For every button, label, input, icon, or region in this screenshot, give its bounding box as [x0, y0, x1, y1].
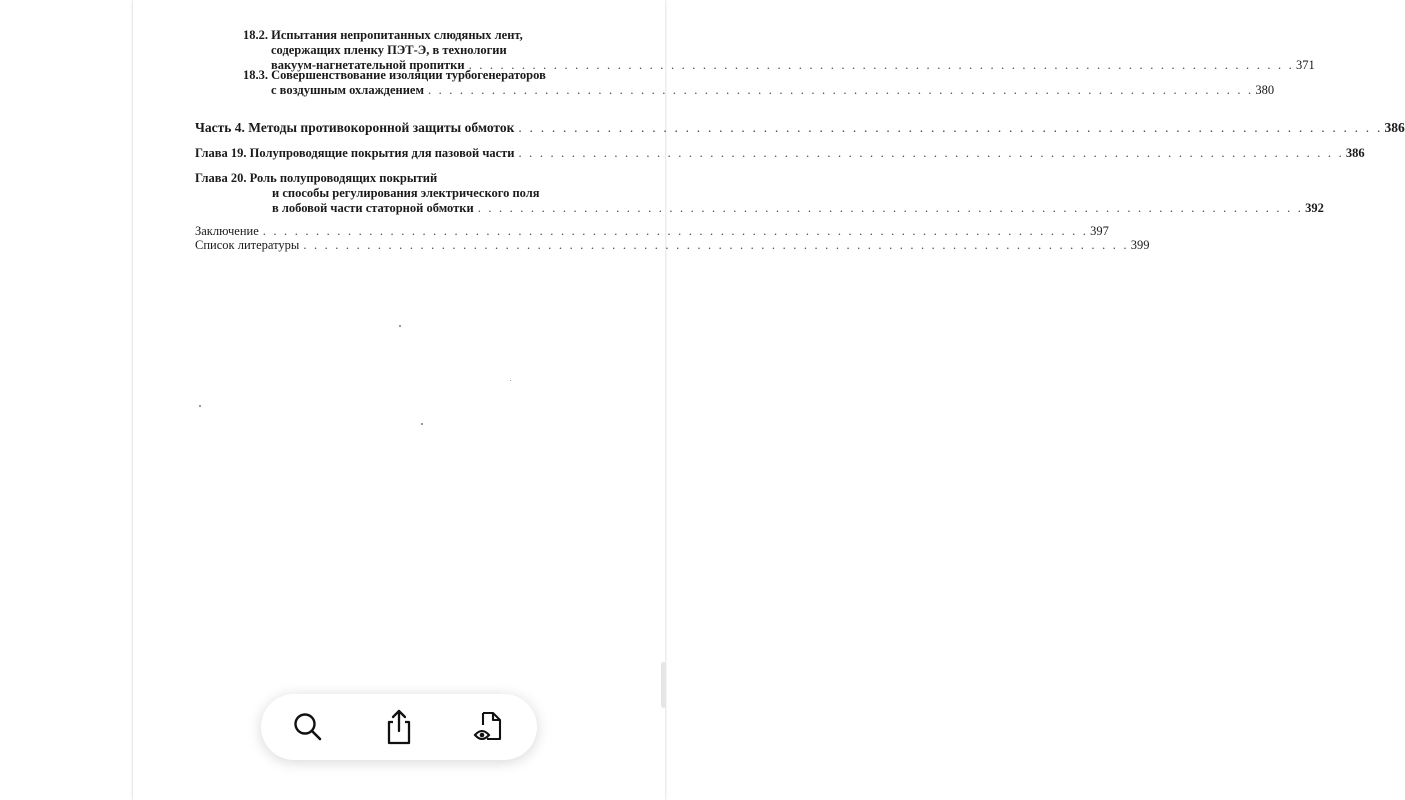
- dot-leader: [518, 120, 1382, 135]
- search-button[interactable]: [288, 707, 328, 747]
- toc-entry-title-line: и способы регулирования электрического поля: [272, 186, 540, 200]
- toc-entry-title-line: Глава 20. Роль полупроводящих покрытий: [195, 171, 438, 185]
- toc-entry-title-line: Глава 19. Полупроводящие покрытия для пазовой части: [195, 146, 515, 160]
- toc-entry-title-line: Заключение: [195, 224, 259, 238]
- scan-speck: [510, 380, 511, 381]
- toc-entry-page: 386: [1345, 146, 1365, 160]
- toc-entry-title-line: Часть 4. Методы противокоронной защиты обмоток: [195, 120, 515, 135]
- search-icon: [291, 710, 325, 744]
- toc-entry-title-line: Список литературы: [195, 238, 300, 252]
- dot-leader: [263, 224, 1088, 238]
- toc-entry-part-4[interactable]: [195, 120, 1405, 135]
- toc-entry-18-2[interactable]: [243, 28, 1315, 73]
- scan-speck: [199, 405, 201, 407]
- document-preview-button[interactable]: [470, 707, 510, 747]
- scan-speck: [421, 423, 423, 425]
- dot-leader: [519, 146, 1344, 160]
- dot-leader: [428, 83, 1253, 97]
- toc-entry-title-line: Совершенствование изоляции турбогенераторов: [271, 68, 546, 82]
- toc-entry-page: 399: [1130, 238, 1150, 252]
- toc-entry-page: 386: [1384, 120, 1405, 135]
- document-page: [133, 0, 1405, 800]
- toc-entry-title-line: с воздушным охлаждением: [271, 83, 424, 97]
- toc-entry-18-3[interactable]: [243, 68, 1275, 98]
- share-button[interactable]: [379, 707, 419, 747]
- toc-entry-title-line: вакуум-нагнетательной пропитки: [271, 58, 465, 72]
- dot-leader: [478, 201, 1303, 215]
- share-icon: [382, 708, 416, 746]
- toc-entry-number: 18.3.: [243, 68, 268, 82]
- bottom-toolbar: [261, 694, 537, 760]
- document-preview-icon: [473, 709, 507, 745]
- toc-entry-page: 392: [1305, 201, 1324, 215]
- scrollbar-thumb[interactable]: [661, 662, 666, 708]
- toc-entry-page: 371: [1295, 58, 1315, 72]
- toc-entry-title-line: содержащих пленку ПЭТ-Э, в технологии: [271, 43, 507, 57]
- scan-speck: [399, 325, 401, 327]
- toc-entry-chapter-19[interactable]: [195, 146, 1365, 161]
- dot-leader: [303, 238, 1128, 252]
- toc-entry-number: 18.2.: [243, 28, 268, 42]
- toc-entry-page: 397: [1090, 224, 1109, 238]
- toc-entry-chapter-20[interactable]: [195, 171, 1324, 216]
- toc-entry-conclusion[interactable]: [195, 224, 1109, 239]
- toc-entry-title-line: в лобовой части статорной обмотки: [272, 201, 474, 215]
- toc-entry-title-line: Испытания непропитанных слюдяных лент,: [271, 28, 523, 42]
- toc-entry-page: 380: [1255, 83, 1275, 97]
- toc-entry-references[interactable]: [195, 238, 1150, 253]
